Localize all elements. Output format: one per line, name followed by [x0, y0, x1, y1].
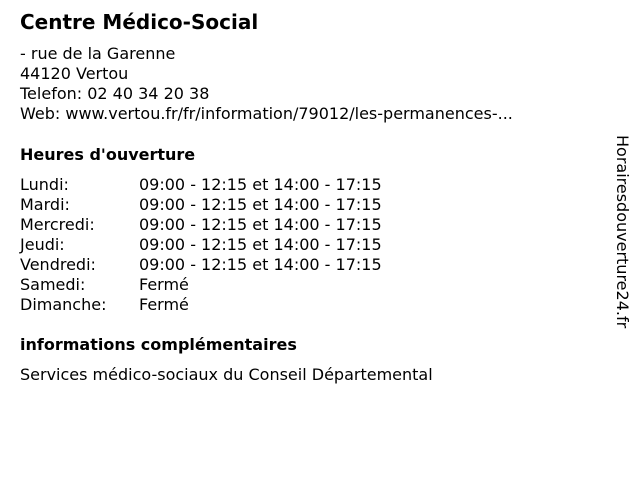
time-value: 09:00 - 12:15 et 14:00 - 17:15: [139, 235, 382, 254]
hours-row-mercredi: [20, 215, 382, 235]
hours-row-vendredi: [20, 255, 382, 275]
city-line: 44120 Vertou: [20, 64, 129, 83]
time-value: Fermé: [139, 275, 189, 294]
time-value: 09:00 - 12:15 et 14:00 - 17:15: [139, 255, 382, 274]
page-title: Centre Médico-Social: [20, 10, 259, 34]
hours-row-mardi: [20, 195, 382, 215]
hours-row-dimanche: [20, 295, 382, 315]
opening-hours-table: [20, 175, 382, 315]
opening-hours-heading: Heures d'ouverture: [20, 145, 196, 164]
additional-info-text: Services médico-sociaux du Conseil Départemental: [20, 365, 433, 384]
site-watermark: Horairesdouverture24.fr: [613, 135, 632, 329]
time-value: Fermé: [139, 295, 189, 314]
hours-row-jeudi: [20, 235, 382, 255]
additional-info-heading: informations complémentaires: [20, 335, 297, 354]
day-label: Mardi:: [20, 195, 70, 214]
phone-line: Telefon: 02 40 34 20 38: [20, 84, 210, 103]
time-value: 09:00 - 12:15 et 14:00 - 17:15: [139, 175, 382, 194]
address-block: [20, 44, 513, 124]
time-value: 09:00 - 12:15 et 14:00 - 17:15: [139, 195, 382, 214]
day-label: Mercredi:: [20, 215, 95, 234]
day-label: Vendredi:: [20, 255, 96, 274]
street-address: - rue de la Garenne: [20, 44, 176, 63]
day-label: Lundi:: [20, 175, 69, 194]
day-label: Jeudi:: [20, 235, 65, 254]
hours-row-samedi: [20, 275, 382, 295]
day-label: Dimanche:: [20, 295, 107, 314]
web-link[interactable]: Web: www.vertou.fr/fr/information/79012/les-permanences-...: [20, 104, 513, 123]
time-value: 09:00 - 12:15 et 14:00 - 17:15: [139, 215, 382, 234]
hours-row-lundi: [20, 175, 382, 195]
day-label: Samedi:: [20, 275, 86, 294]
